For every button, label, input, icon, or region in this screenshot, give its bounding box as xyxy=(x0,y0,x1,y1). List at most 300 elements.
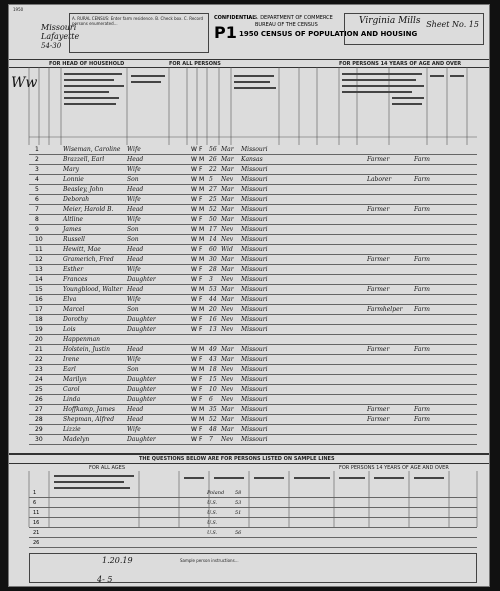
person-race: W xyxy=(191,146,197,153)
person-name: Mary xyxy=(63,166,79,173)
person-relationship: Wife xyxy=(127,426,141,433)
person-birthplace: Missouri xyxy=(241,166,268,173)
person-row xyxy=(29,305,477,315)
person-race: W xyxy=(191,196,197,203)
person-name: Hoffkamp, James xyxy=(63,406,115,413)
person-marital-status: Mar xyxy=(221,186,234,193)
person-birthplace: Missouri xyxy=(241,216,268,223)
person-marital-status: Mar xyxy=(221,196,234,203)
person-birthplace: Kansas xyxy=(241,156,263,163)
person-marital-status: Nev xyxy=(221,326,234,333)
sample-birthplace: U.S. xyxy=(207,520,218,526)
person-birthplace: Missouri xyxy=(241,206,268,213)
person-name: Meier, Harold B. xyxy=(63,206,114,213)
person-relationship: Wife xyxy=(127,166,141,173)
person-line-number: 24 xyxy=(35,376,43,383)
sample-line: 11 xyxy=(33,510,40,516)
person-sex: F xyxy=(199,326,203,333)
person-occupation: Farmer xyxy=(367,406,390,413)
person-marital-status: Mar xyxy=(221,266,234,273)
form-number: P1 xyxy=(214,23,237,42)
person-row xyxy=(29,215,477,225)
person-name: Altline xyxy=(63,216,83,223)
person-marital-status: Mar xyxy=(221,426,234,433)
person-row xyxy=(29,145,477,155)
person-sex: F xyxy=(199,216,203,223)
person-industry: Farm xyxy=(414,156,430,163)
person-age: 15 xyxy=(209,376,217,383)
person-marital-status: Mar xyxy=(221,216,234,223)
person-race: W xyxy=(191,376,197,383)
person-industry: Farm xyxy=(414,306,430,313)
person-line-number: 13 xyxy=(35,266,43,273)
person-birthplace: Missouri xyxy=(241,196,268,203)
census-sheet xyxy=(8,4,490,587)
sample-value: 53 xyxy=(235,500,242,506)
person-marital-status: Nev xyxy=(221,226,234,233)
person-birthplace: Missouri xyxy=(241,146,268,153)
person-row xyxy=(29,425,477,435)
person-relationship: Daughter xyxy=(127,326,156,333)
person-line-number: 27 xyxy=(35,406,43,413)
person-birthplace: Missouri xyxy=(241,176,268,183)
sample-row xyxy=(29,500,477,508)
person-relationship: Head xyxy=(127,416,144,423)
person-race: W xyxy=(191,426,197,433)
sample-birthplace: U.S. xyxy=(207,510,218,516)
person-relationship: Head xyxy=(127,346,144,353)
person-line-number: 12 xyxy=(35,256,43,263)
person-sex: M xyxy=(199,156,205,163)
person-row xyxy=(29,245,477,255)
person-age: 3 xyxy=(209,276,213,283)
sample-section-title: THE QUESTIONS BELOW ARE FOR PERSONS LISTED ON SAMPLE LINES xyxy=(139,456,335,462)
person-age: 30 xyxy=(209,256,217,263)
person-sex: M xyxy=(199,306,205,313)
person-row xyxy=(29,255,477,265)
person-age: 22 xyxy=(209,166,217,173)
sample-line: 21 xyxy=(33,530,40,536)
person-relationship: Head xyxy=(127,186,144,193)
person-line-number: 4 xyxy=(35,176,39,183)
person-name: Linda xyxy=(63,396,81,403)
county-value: Lafayette xyxy=(41,32,80,41)
footer-date: 1.20.19 xyxy=(102,556,133,565)
person-marital-status: Mar xyxy=(221,406,234,413)
person-line-number: 22 xyxy=(35,356,43,363)
person-marital-status: Mar xyxy=(221,296,234,303)
person-birthplace: Missouri xyxy=(241,436,268,443)
person-birthplace: Missouri xyxy=(241,296,268,303)
person-birthplace: Missouri xyxy=(241,326,268,333)
person-line-number: 11 xyxy=(35,246,43,253)
sample-line: 26 xyxy=(33,540,40,546)
sample-row xyxy=(29,490,477,498)
person-marital-status: Wid xyxy=(221,246,233,253)
person-row xyxy=(29,225,477,235)
bureau-label: BUREAU OF THE CENSUS xyxy=(255,22,318,28)
person-relationship: Head xyxy=(127,406,144,413)
person-relationship: Son xyxy=(127,306,139,313)
person-race: W xyxy=(191,256,197,263)
sample-value: 56 xyxy=(235,530,242,536)
person-race: W xyxy=(191,176,197,183)
person-occupation: Farmer xyxy=(367,206,390,213)
person-relationship: Son xyxy=(127,226,139,233)
person-industry: Farm xyxy=(414,416,430,423)
person-sex: F xyxy=(199,356,203,363)
person-name: Irene xyxy=(63,356,80,363)
person-sex: M xyxy=(199,416,205,423)
person-line-number: 28 xyxy=(35,416,43,423)
person-birthplace: Missouri xyxy=(241,426,268,433)
person-name: Holstein, Justin xyxy=(63,346,110,353)
person-row xyxy=(29,205,477,215)
person-relationship: Daughter xyxy=(127,436,156,443)
state-value: Missouri xyxy=(41,23,77,32)
person-relationship: Head xyxy=(127,256,144,263)
sample-birthplace: Poland xyxy=(207,490,225,496)
person-race: W xyxy=(191,296,197,303)
person-row xyxy=(29,165,477,175)
person-sex: F xyxy=(199,246,203,253)
person-occupation: Farmhelper xyxy=(367,306,403,313)
person-row xyxy=(29,355,477,365)
person-relationship: Wife xyxy=(127,146,141,153)
person-race: W xyxy=(191,246,197,253)
person-birthplace: Missouri xyxy=(241,286,268,293)
person-name: Esther xyxy=(63,266,84,273)
person-birthplace: Missouri xyxy=(241,246,268,253)
person-birthplace: Missouri xyxy=(241,396,268,403)
person-industry: Farm xyxy=(414,286,430,293)
person-birthplace: Missouri xyxy=(241,386,268,393)
person-age: 26 xyxy=(209,156,217,163)
person-sex: M xyxy=(199,186,205,193)
person-age: 18 xyxy=(209,366,217,373)
person-birthplace: Missouri xyxy=(241,416,268,423)
person-race: W xyxy=(191,436,197,443)
person-occupation: Farmer xyxy=(367,156,390,163)
person-name: Marilyn xyxy=(63,376,87,383)
person-age: 52 xyxy=(209,206,217,213)
person-line-number: 18 xyxy=(35,316,43,323)
person-sex: M xyxy=(199,406,205,413)
person-marital-status: Nev xyxy=(221,386,234,393)
section-all-persons: FOR ALL PERSONS xyxy=(169,61,221,67)
person-race: W xyxy=(191,286,197,293)
person-race: W xyxy=(191,306,197,313)
person-line-number: 20 xyxy=(35,336,43,343)
person-sex: M xyxy=(199,226,205,233)
person-relationship: Son xyxy=(127,176,139,183)
person-race: W xyxy=(191,356,197,363)
person-line-number: 25 xyxy=(35,386,43,393)
person-line-number: 10 xyxy=(35,236,43,243)
sample-birthplace: U.S. xyxy=(207,500,218,506)
person-race: W xyxy=(191,166,197,173)
person-race: W xyxy=(191,396,197,403)
person-name: Hewitt, Mae xyxy=(63,246,101,253)
person-line-number: 21 xyxy=(35,346,43,353)
person-marital-status: Mar xyxy=(221,346,234,353)
sample-birthplace: U.S. xyxy=(207,530,218,536)
person-sex: F xyxy=(199,146,203,153)
person-race: W xyxy=(191,386,197,393)
person-name: Youngblood, Walter xyxy=(63,286,123,293)
person-occupation: Farmer xyxy=(367,286,390,293)
person-line-number: 1 xyxy=(35,146,39,153)
person-age: 44 xyxy=(209,296,217,303)
person-sex: F xyxy=(199,426,203,433)
person-marital-status: Mar xyxy=(221,166,234,173)
person-age: 60 xyxy=(209,246,217,253)
person-name: Deborah xyxy=(63,196,90,203)
person-relationship: Head xyxy=(127,286,144,293)
person-marital-status: Nev xyxy=(221,306,234,313)
person-sex: F xyxy=(199,316,203,323)
sample-line: 6 xyxy=(33,500,37,506)
person-row xyxy=(29,295,477,305)
person-relationship: Daughter xyxy=(127,376,156,383)
person-line-number: 5 xyxy=(35,186,39,193)
person-race: W xyxy=(191,266,197,273)
person-occupation: Laborer xyxy=(367,176,392,183)
section-household: FOR HEAD OF HOUSEHOLD xyxy=(49,61,125,67)
person-row xyxy=(29,265,477,275)
person-name: Russell xyxy=(63,236,85,243)
person-sex: F xyxy=(199,166,203,173)
person-race: W xyxy=(191,406,197,413)
person-name: Frances xyxy=(63,276,88,283)
person-age: 52 xyxy=(209,416,217,423)
person-row xyxy=(29,155,477,165)
person-name: Gramerich, Fred xyxy=(63,256,114,263)
person-line-number: 3 xyxy=(35,166,39,173)
confidential-label: CONFIDENTIAL xyxy=(214,15,256,21)
person-row xyxy=(29,385,477,395)
person-relationship: Wife xyxy=(127,356,141,363)
person-marital-status: Mar xyxy=(221,286,234,293)
person-row xyxy=(29,335,477,345)
sample-row xyxy=(29,520,477,528)
person-race: W xyxy=(191,416,197,423)
person-row xyxy=(29,235,477,245)
top-form-note: 1950 xyxy=(13,7,24,12)
sample-value: 51 xyxy=(235,510,242,516)
person-row xyxy=(29,185,477,195)
person-age: 25 xyxy=(209,196,217,203)
footer-note: 4- 5 xyxy=(97,575,113,584)
person-race: W xyxy=(191,206,197,213)
person-age: 35 xyxy=(209,406,217,413)
person-sex: F xyxy=(199,266,203,273)
person-occupation: Farmer xyxy=(367,416,390,423)
person-row xyxy=(29,285,477,295)
person-marital-status: Nev xyxy=(221,396,234,403)
person-name: Carol xyxy=(63,386,80,393)
person-sex: F xyxy=(199,436,203,443)
person-industry: Farm xyxy=(414,406,430,413)
ed-value: 54-30 xyxy=(41,42,62,50)
person-birthplace: Missouri xyxy=(241,346,268,353)
person-marital-status: Mar xyxy=(221,356,234,363)
person-marital-status: Nev xyxy=(221,176,234,183)
sample-row xyxy=(29,510,477,518)
person-sex: M xyxy=(199,206,205,213)
person-row xyxy=(29,395,477,405)
column-headers-graphic xyxy=(9,67,490,145)
person-marital-status: Mar xyxy=(221,206,234,213)
sample-right-title: FOR PERSONS 14 YEARS OF AGE AND OVER xyxy=(339,465,449,471)
person-race: W xyxy=(191,156,197,163)
person-sex: M xyxy=(199,256,205,263)
person-age: 53 xyxy=(209,286,217,293)
person-marital-status: Nev xyxy=(221,376,234,383)
person-birthplace: Missouri xyxy=(241,406,268,413)
person-age: 28 xyxy=(209,266,217,273)
person-relationship: Daughter xyxy=(127,316,156,323)
person-line-number: 17 xyxy=(35,306,43,313)
person-row xyxy=(29,275,477,285)
person-row xyxy=(29,175,477,185)
person-age: 14 xyxy=(209,236,217,243)
person-row xyxy=(29,415,477,425)
person-line-number: 29 xyxy=(35,426,43,433)
person-line-number: 2 xyxy=(35,156,39,163)
person-marital-status: Nev xyxy=(221,236,234,243)
person-race: W xyxy=(191,186,197,193)
person-name: Elva xyxy=(63,296,77,303)
person-birthplace: Missouri xyxy=(241,306,268,313)
person-age: 17 xyxy=(209,226,217,233)
person-line-number: 30 xyxy=(35,436,43,443)
sample-left-title: FOR ALL AGES xyxy=(89,465,125,471)
person-name: Marcel xyxy=(63,306,85,313)
person-marital-status: Mar xyxy=(221,156,234,163)
person-sex: F xyxy=(199,196,203,203)
person-row xyxy=(29,195,477,205)
sample-header-graphic xyxy=(9,471,490,527)
person-marital-status: Nev xyxy=(221,316,234,323)
person-name: Brazzell, Earl xyxy=(63,156,105,163)
person-row xyxy=(29,325,477,335)
person-sex: M xyxy=(199,286,205,293)
person-age: 43 xyxy=(209,356,217,363)
person-age: 20 xyxy=(209,306,217,313)
person-birthplace: Missouri xyxy=(241,356,268,363)
sample-row xyxy=(29,530,477,538)
person-relationship: Son xyxy=(127,236,139,243)
person-birthplace: Missouri xyxy=(241,376,268,383)
person-race: W xyxy=(191,326,197,333)
person-sex: M xyxy=(199,346,205,353)
person-sex: M xyxy=(199,236,205,243)
person-sex: F xyxy=(199,296,203,303)
person-relationship: Wife xyxy=(127,216,141,223)
person-relationship: Daughter xyxy=(127,386,156,393)
person-name: Dorothy xyxy=(63,316,88,323)
person-relationship: Head xyxy=(127,206,144,213)
person-line-number: 26 xyxy=(35,396,43,403)
person-row xyxy=(29,345,477,355)
sample-line: 16 xyxy=(33,520,40,526)
person-race: W xyxy=(191,316,197,323)
person-birthplace: Missouri xyxy=(241,266,268,273)
person-age: 56 xyxy=(209,146,217,153)
person-marital-status: Mar xyxy=(221,256,234,263)
person-age: 5 xyxy=(209,176,213,183)
person-race: W xyxy=(191,216,197,223)
person-race: W xyxy=(191,366,197,373)
person-name: Happenman xyxy=(63,336,101,343)
person-relationship: Head xyxy=(127,156,144,163)
person-occupation: Farmer xyxy=(367,346,390,353)
person-race: W xyxy=(191,226,197,233)
person-industry: Farm xyxy=(414,206,430,213)
person-sex: F xyxy=(199,276,203,283)
margin-annotation: Ww xyxy=(11,75,38,91)
person-relationship: Daughter xyxy=(127,276,156,283)
person-line-number: 14 xyxy=(35,276,43,283)
person-marital-status: Nev xyxy=(221,366,234,373)
person-line-number: 19 xyxy=(35,326,43,333)
department-label: U. S. DEPARTMENT OF COMMERCE xyxy=(247,15,333,21)
person-marital-status: Mar xyxy=(221,146,234,153)
person-age: 49 xyxy=(209,346,217,353)
person-relationship: Wife xyxy=(127,196,141,203)
person-birthplace: Missouri xyxy=(241,366,268,373)
person-age: 7 xyxy=(209,436,213,443)
person-name: Earl xyxy=(63,366,76,373)
person-name: Shepman, Alfred xyxy=(63,416,115,423)
person-row xyxy=(29,365,477,375)
person-occupation: Farmer xyxy=(367,256,390,263)
person-birthplace: Missouri xyxy=(241,236,268,243)
person-name: Lonnie xyxy=(63,176,84,183)
person-industry: Farm xyxy=(414,346,430,353)
person-industry: Farm xyxy=(414,256,430,263)
person-row xyxy=(29,315,477,325)
person-name: James xyxy=(63,226,82,233)
person-line-number: 8 xyxy=(35,216,39,223)
person-name: Lizzie xyxy=(63,426,81,433)
person-row xyxy=(29,405,477,415)
person-age: 16 xyxy=(209,316,217,323)
person-line-number: 6 xyxy=(35,196,39,203)
person-sex: F xyxy=(199,376,203,383)
sample-row xyxy=(29,540,477,548)
person-age: 10 xyxy=(209,386,217,393)
person-marital-status: Nev xyxy=(221,276,234,283)
sample-value: 58 xyxy=(235,490,242,496)
person-sex: M xyxy=(199,366,205,373)
person-birthplace: Missouri xyxy=(241,226,268,233)
person-age: 50 xyxy=(209,216,217,223)
header-instruction-box: A. RURAL CENSUS: Enter farm residence. B. Check box. C. Record persons enumerated… xyxy=(69,13,209,53)
person-name: Madelyn xyxy=(63,436,90,443)
census-title: 1950 CENSUS OF POPULATION AND HOUSING xyxy=(239,30,418,38)
person-birthplace: Missouri xyxy=(241,256,268,263)
person-row xyxy=(29,375,477,385)
person-marital-status: Mar xyxy=(221,416,234,423)
person-race: W xyxy=(191,236,197,243)
person-birthplace: Missouri xyxy=(241,276,268,283)
person-birthplace: Missouri xyxy=(241,316,268,323)
sample-line: 1 xyxy=(33,490,37,496)
person-age: 6 xyxy=(209,396,213,403)
person-relationship: Daughter xyxy=(127,396,156,403)
